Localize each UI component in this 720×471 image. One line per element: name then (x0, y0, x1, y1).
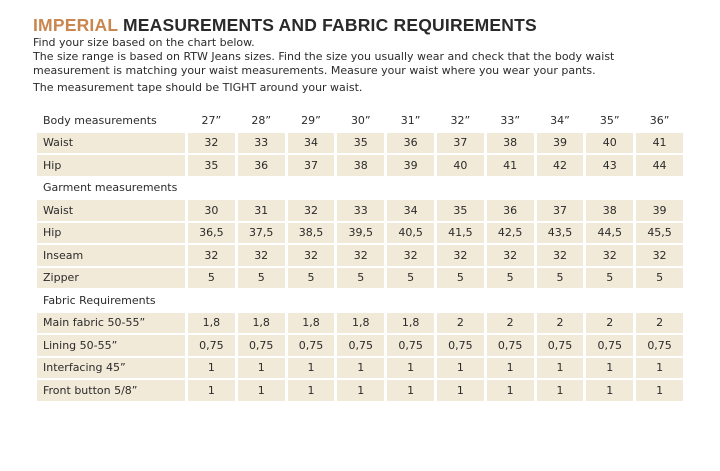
table-cell: 1,8 (337, 313, 384, 334)
row-label: Lining 50-55” (37, 335, 185, 356)
table-cell: 2 (537, 313, 584, 334)
table-cell: 44 (636, 155, 683, 176)
size-header: 30” (350, 113, 371, 127)
table-cell: 32 (188, 245, 235, 266)
table-cell: 36,5 (188, 223, 235, 244)
table-cell: 1 (636, 380, 683, 401)
table-cell: 41 (487, 155, 534, 176)
table-cell: 43,5 (537, 223, 584, 244)
table-cell: 39 (537, 133, 584, 154)
row-label: Waist (37, 200, 185, 221)
table-cell: 38,5 (288, 223, 335, 244)
table-cell: 2 (636, 313, 683, 334)
table-cell: 1,8 (288, 313, 335, 334)
table-cell: 32 (188, 133, 235, 154)
table-cell: 36 (387, 133, 434, 154)
size-header: 32” (450, 113, 471, 127)
table-cell: 1 (537, 380, 584, 401)
table-cell: 5 (337, 268, 384, 289)
empty-cell (487, 290, 534, 311)
table-cell: 5 (487, 268, 534, 289)
empty-cell (238, 178, 285, 199)
empty-cell (288, 178, 335, 199)
table-cell: 38 (487, 133, 534, 154)
empty-cell (288, 290, 335, 311)
table-cell: 35 (188, 155, 235, 176)
table-cell: 35 (437, 200, 484, 221)
table-cell: 1 (387, 358, 434, 379)
table-cell: 5 (537, 268, 584, 289)
table-cell: 0,75 (188, 335, 235, 356)
empty-cell (537, 290, 584, 311)
table-cell: 5 (437, 268, 484, 289)
table-cell: 39 (636, 200, 683, 221)
empty-cell (238, 290, 285, 311)
table-cell: 35 (337, 133, 384, 154)
table-cell: 5 (188, 268, 235, 289)
table-cell: 32 (487, 245, 534, 266)
table-cell: 0,75 (238, 335, 285, 356)
table-cell: 1 (437, 358, 484, 379)
table-cell: 31 (238, 200, 285, 221)
table-cell: 33 (337, 200, 384, 221)
table-cell: 38 (586, 200, 633, 221)
table-cell: 34 (387, 200, 434, 221)
table-cell: 37 (288, 155, 335, 176)
table-cell: 0,75 (387, 335, 434, 356)
intro-line-2: The size range is based on RTW Jeans sizes. Find the size you usually wear and check that the body waist measurement is matching your waist measurements. Measure your waist where you wear your pants. (33, 50, 615, 77)
table-cell: 40,5 (387, 223, 434, 244)
table-cell: 36 (487, 200, 534, 221)
table-cell: 5 (636, 268, 683, 289)
table-cell: 41,5 (437, 223, 484, 244)
empty-cell (636, 290, 683, 311)
table-row (37, 268, 683, 289)
title-rest: MEASUREMENTS AND FABRIC REQUIREMENTS (117, 15, 537, 35)
empty-cell (437, 178, 484, 199)
row-label: Waist (37, 133, 185, 154)
table-cell: 0,75 (537, 335, 584, 356)
table-cell: 40 (586, 133, 633, 154)
row-label: Interfacing 45” (37, 358, 185, 379)
row-label: Inseam (37, 245, 185, 266)
section-header-row (37, 110, 683, 131)
table-cell: 0,75 (487, 335, 534, 356)
size-header: 31” (400, 113, 421, 127)
table-cell: 1 (288, 380, 335, 401)
row-label: Front button 5/8” (37, 380, 185, 401)
empty-cell (188, 290, 235, 311)
table-cell: 5 (586, 268, 633, 289)
row-label: Hip (37, 223, 185, 244)
table-cell: 2 (437, 313, 484, 334)
table-row (37, 133, 683, 154)
table-cell: 0,75 (437, 335, 484, 356)
table-cell: 32 (288, 200, 335, 221)
table-cell: 1 (188, 380, 235, 401)
table-cell: 1 (387, 380, 434, 401)
table-cell: 40 (437, 155, 484, 176)
empty-cell (636, 178, 683, 199)
empty-cell (586, 290, 633, 311)
table-cell: 1 (188, 358, 235, 379)
table-cell: 2 (586, 313, 633, 334)
table-row (37, 155, 683, 176)
size-header: 28” (251, 113, 272, 127)
table-cell: 37 (537, 200, 584, 221)
table-cell: 1,8 (238, 313, 285, 334)
table-cell: 39 (387, 155, 434, 176)
row-label: Zipper (37, 268, 185, 289)
table-cell: 32 (337, 245, 384, 266)
table-cell: 42 (537, 155, 584, 176)
table-cell: 5 (238, 268, 285, 289)
section-title: Body measurements (43, 113, 157, 127)
table-cell: 41 (636, 133, 683, 154)
table-cell: 1 (487, 358, 534, 379)
size-header: 29” (301, 113, 321, 127)
table-cell: 34 (288, 133, 335, 154)
empty-cell (387, 290, 434, 311)
table-cell: 0,75 (288, 335, 335, 356)
table-cell: 1 (636, 358, 683, 379)
table-cell: 43 (586, 155, 633, 176)
table-cell: 37 (437, 133, 484, 154)
size-header: 27” (201, 113, 222, 127)
table-cell: 36 (238, 155, 285, 176)
table-row (37, 313, 683, 334)
intro-line-1: Find your size based on the chart below. (33, 36, 255, 49)
row-label: Main fabric 50-55” (37, 313, 185, 334)
table-row (37, 358, 683, 379)
table-cell: 1 (586, 358, 633, 379)
table-cell: 32 (586, 245, 633, 266)
table-cell: 32 (437, 245, 484, 266)
table-cell: 2 (487, 313, 534, 334)
table-cell: 37,5 (238, 223, 285, 244)
table-cell: 32 (636, 245, 683, 266)
size-header: 33” (500, 113, 521, 127)
table-cell: 0,75 (337, 335, 384, 356)
table-cell: 5 (387, 268, 434, 289)
table-cell: 1 (337, 358, 384, 379)
page-title (33, 15, 537, 36)
intro-line-3: The measurement tape should be TIGHT around your waist. (33, 81, 363, 94)
empty-cell (487, 178, 534, 199)
section-header-row (37, 178, 683, 199)
table-cell: 1 (586, 380, 633, 401)
table-cell: 5 (288, 268, 335, 289)
section-title: Fabric Requirements (43, 293, 156, 307)
size-header: 34” (550, 113, 570, 127)
empty-cell (437, 290, 484, 311)
table-cell: 45,5 (636, 223, 683, 244)
table-cell: 32 (288, 245, 335, 266)
table-row (37, 335, 683, 356)
table-cell: 38 (337, 155, 384, 176)
table-cell: 32 (238, 245, 285, 266)
table-cell: 1 (238, 380, 285, 401)
table-cell: 1,8 (387, 313, 434, 334)
intro-text (33, 36, 693, 95)
table-cell: 0,75 (636, 335, 683, 356)
table-row (37, 200, 683, 221)
table-cell: 1 (288, 358, 335, 379)
table-cell: 32 (537, 245, 584, 266)
table-cell: 33 (238, 133, 285, 154)
size-header: 35” (599, 113, 620, 127)
empty-cell (586, 178, 633, 199)
table-cell: 1 (238, 358, 285, 379)
empty-cell (337, 178, 384, 199)
table-cell: 1 (437, 380, 484, 401)
table-cell: 42,5 (487, 223, 534, 244)
table-cell: 44,5 (586, 223, 633, 244)
table-row (37, 380, 683, 401)
section-header-row (37, 290, 683, 311)
empty-cell (387, 178, 434, 199)
size-header: 36” (649, 113, 670, 127)
table-cell: 1 (337, 380, 384, 401)
row-label: Hip (37, 155, 185, 176)
size-chart-table (34, 108, 686, 403)
title-accent: IMPERIAL (33, 15, 118, 35)
table-cell: 1 (537, 358, 584, 379)
table-row (37, 223, 683, 244)
section-title: Garment measurements (43, 181, 178, 195)
table-cell: 32 (387, 245, 434, 266)
empty-cell (188, 178, 235, 199)
size-chart-body (37, 110, 683, 401)
table-cell: 1 (487, 380, 534, 401)
table-row (37, 245, 683, 266)
table-cell: 30 (188, 200, 235, 221)
table-cell: 1,8 (188, 313, 235, 334)
empty-cell (537, 178, 584, 199)
empty-cell (337, 290, 384, 311)
table-cell: 39,5 (337, 223, 384, 244)
table-cell: 0,75 (586, 335, 633, 356)
